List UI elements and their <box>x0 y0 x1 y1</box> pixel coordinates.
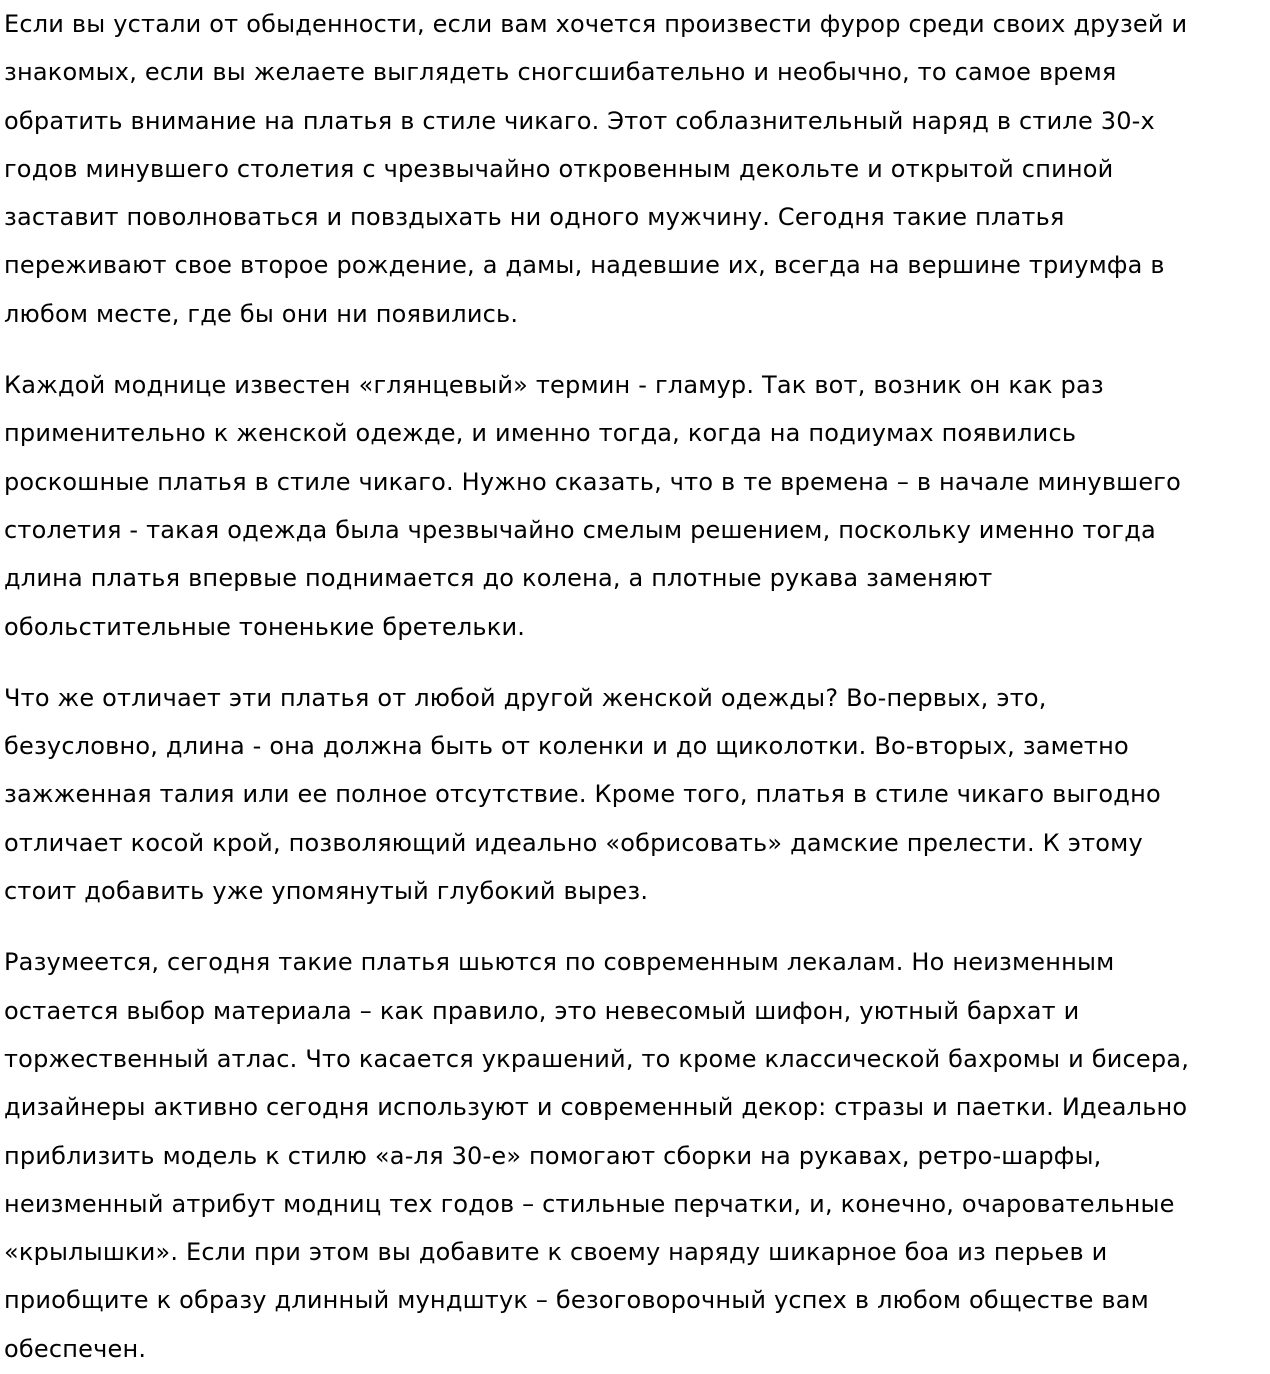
paragraph-3 <box>4 674 1270 915</box>
text-line: приобщите к образу длинный мундштук – безоговорочный успех в любом обществе вам <box>4 1286 1149 1315</box>
text-line: применительно к женской одежде, и именно тогда, когда на подиумах появились <box>4 419 1077 448</box>
text-line: отличает косой крой, позволяющий идеально «обрисовать» дамские прелести. К этому <box>4 828 1143 857</box>
text-line: «крылышки». Если при этом вы добавите к своему наряду шикарное боа из перьев и <box>4 1238 1108 1267</box>
paragraph-2 <box>4 361 1270 651</box>
text-line: обольстительные тоненькие бретельки. <box>4 612 526 641</box>
text-line: торжественный атлас. Что касается украшений, то кроме классической бахромы и бисера, <box>4 1044 1190 1073</box>
text-line: Что же отличает эти платья от любой другой женской одежды? Во-первых, это, <box>4 683 1047 712</box>
text-line: Разумеется, сегодня такие платья шьются по современным лекалам. Но неизменным <box>4 948 1115 977</box>
text-line: роскошные платья в стиле чикаго. Нужно сказать, что в те времена – в начале минувшего <box>4 467 1182 496</box>
paragraph-4 <box>4 938 1270 1373</box>
text-line: обратить внимание на платья в стиле чикаго. Этот соблазнительный наряд в стиле 30-х <box>4 106 1155 135</box>
text-line: остается выбор материала – как правило, это невесомый шифон, уютный бархат и <box>4 996 1080 1025</box>
text-line: безусловно, длина - она должна быть от коленки и до щиколотки. Во-вторых, заметно <box>4 732 1129 761</box>
text-line: приблизить модель к стилю «а-ля 30-е» помогают сборки на рукавах, ретро-шарфы, <box>4 1141 1102 1170</box>
text-line: длина платья впервые поднимается до колена, а плотные рукава заменяют <box>4 564 993 593</box>
text-line: Каждой моднице известен «глянцевый» термин - гламур. Так вот, возник он как раз <box>4 371 1104 400</box>
text-line: переживают свое второе рождение, а дамы, надевшие их, всегда на вершине триумфа в <box>4 251 1165 280</box>
text-line: неизменный атрибут модниц тех годов – стильные перчатки, и, конечно, очаровательные <box>4 1189 1175 1218</box>
text-line: любом месте, где бы они ни появились. <box>4 299 519 328</box>
text-line: столетия - такая одежда была чрезвычайно смелым решением, поскольку именно тогда <box>4 515 1156 544</box>
text-line: дизайнеры активно сегодня используют и современный декор: стразы и паетки. Идеально <box>4 1093 1188 1122</box>
text-line: знакомых, если вы желаете выглядеть сногсшибательно и необычно, то самое время <box>4 58 1117 87</box>
text-line: годов минувшего столетия с чрезвычайно откровенным декольте и открытой спиной <box>4 154 1114 183</box>
text-line: стоит добавить уже упомянутый глубокий вырез. <box>4 877 649 906</box>
paragraph-1 <box>4 0 1270 338</box>
text-line: зажженная талия или ее полное отсутствие. Кроме того, платья в стиле чикаго выгодно <box>4 780 1161 809</box>
text-line: заставит поволноваться и повздыхать ни одного мужчину. Сегодня такие платья <box>4 203 1065 232</box>
text-line: обеспечен. <box>4 1334 147 1363</box>
text-line: Если вы устали от обыденности, если вам хочется произвести фурор среди своих друзей и <box>4 10 1188 38</box>
